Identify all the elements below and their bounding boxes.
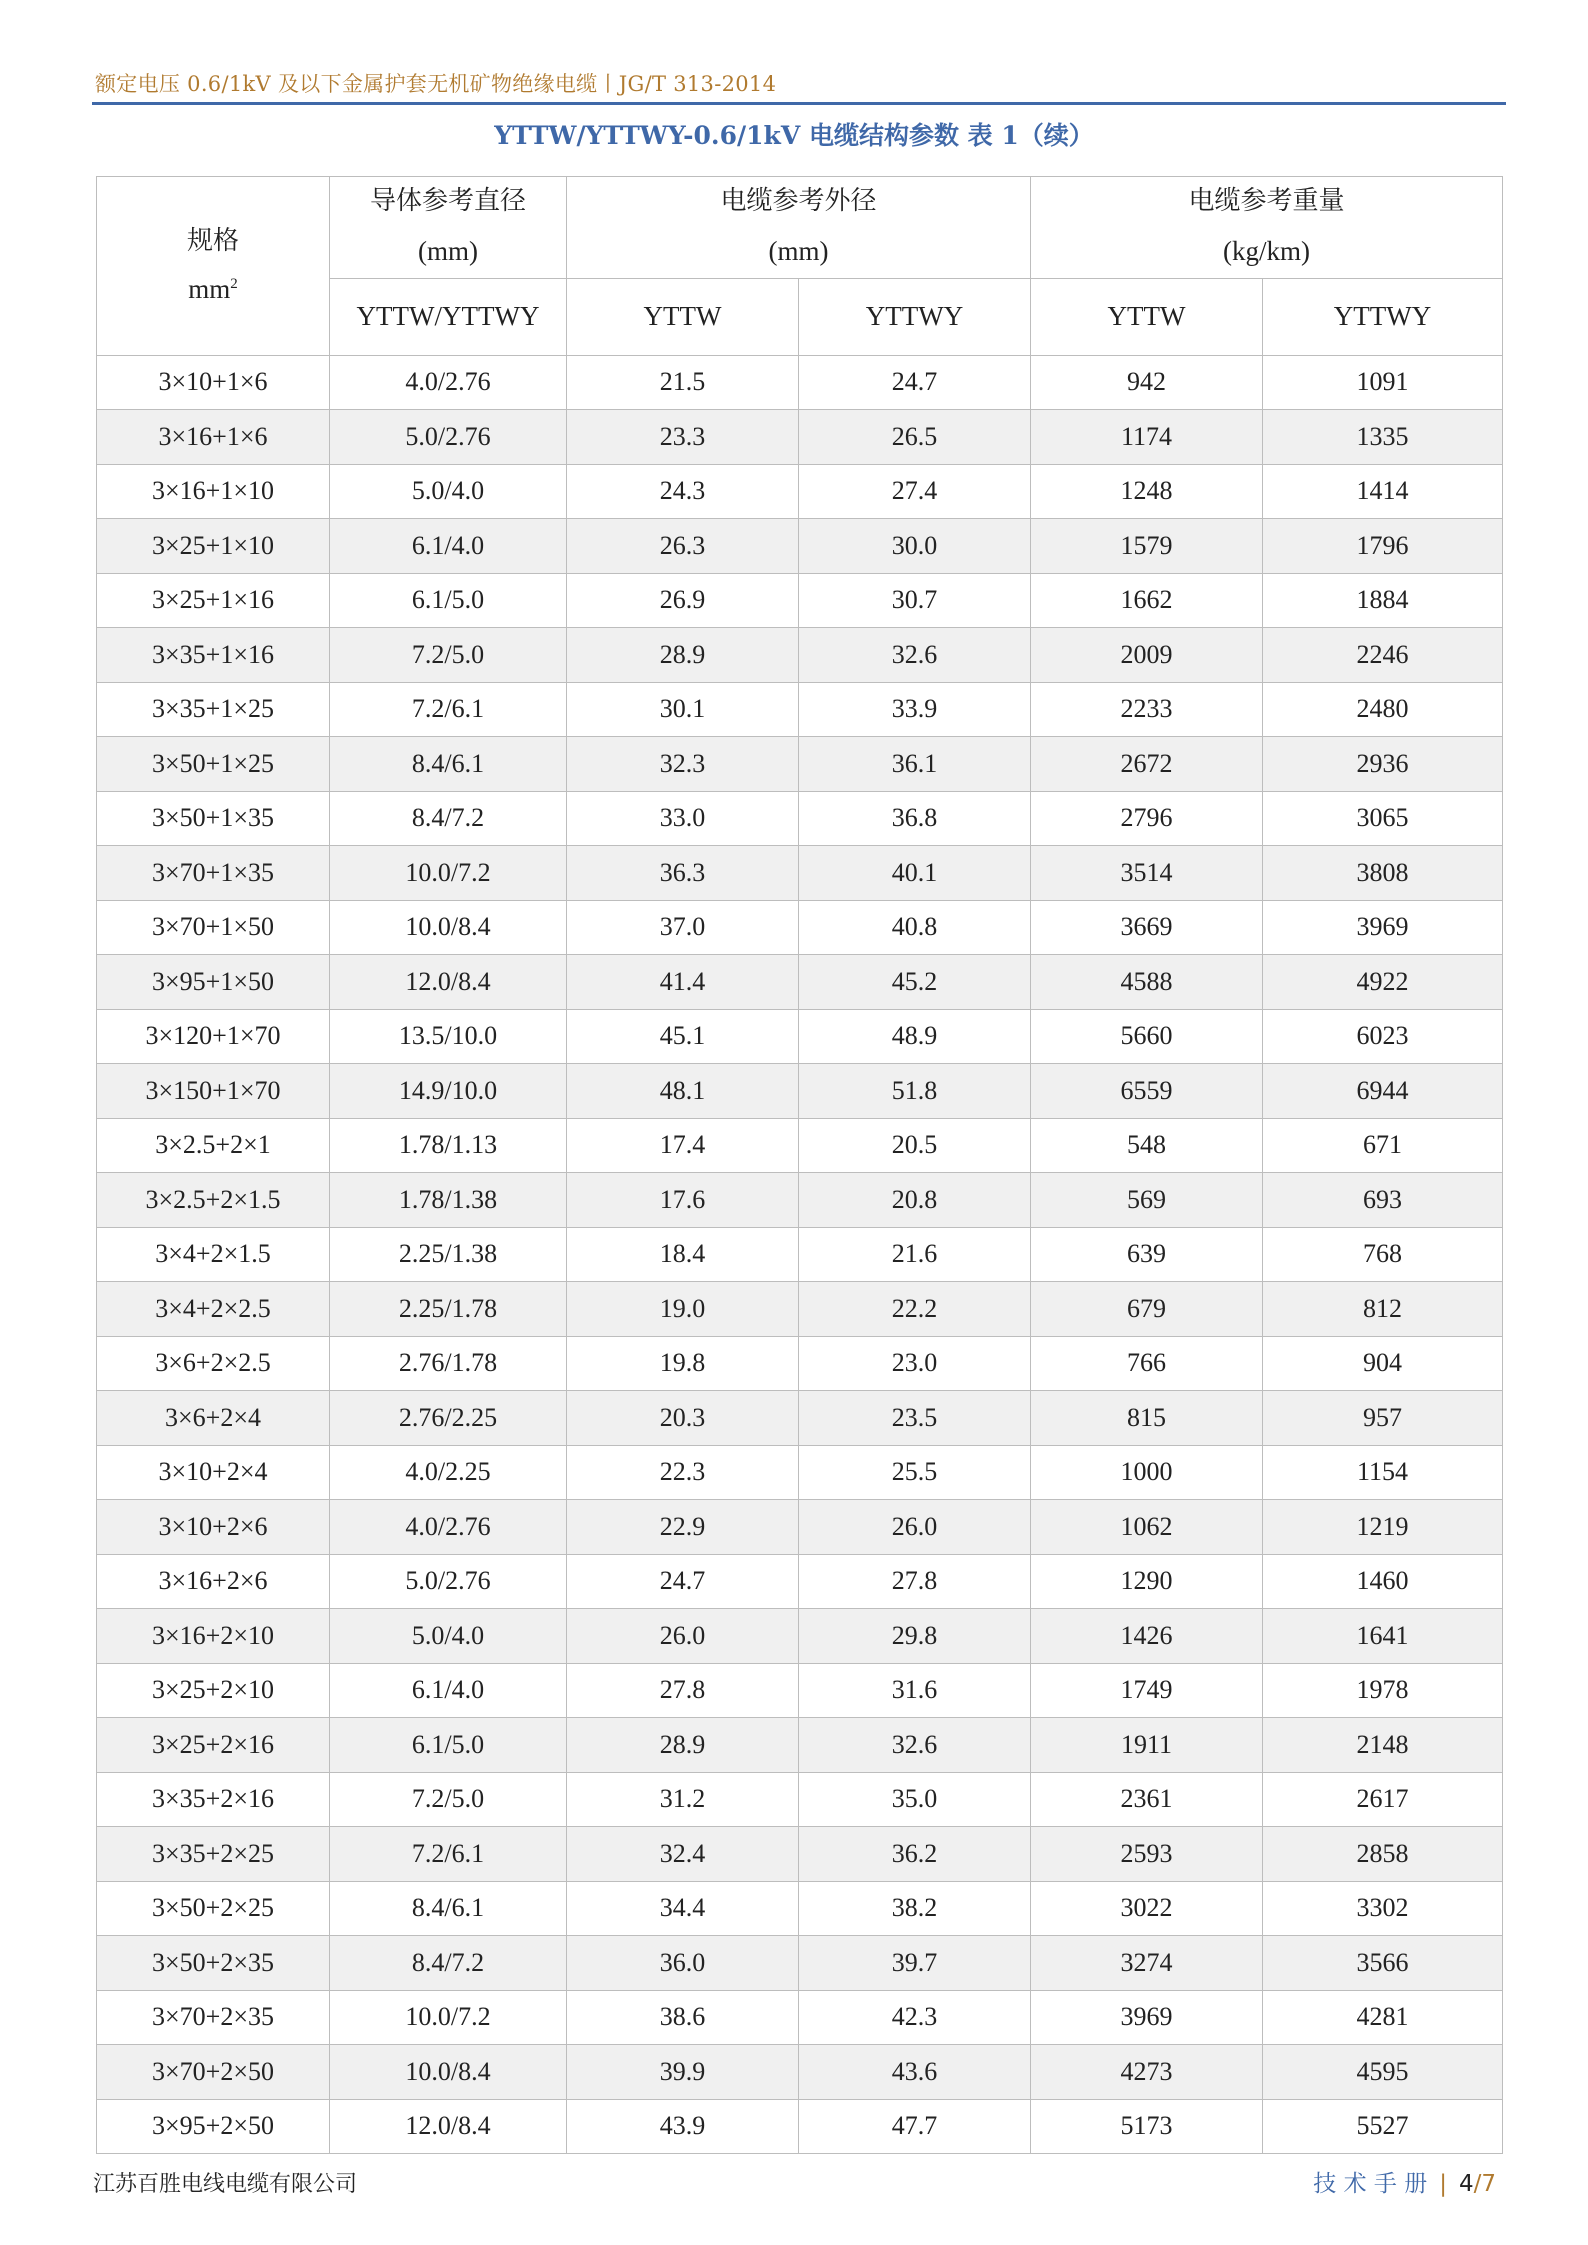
cell-weight-yttw: 4273 [1031,2045,1263,2100]
cell-outer-yttw: 32.4 [567,1827,799,1882]
cell-outer-yttw: 32.3 [567,737,799,792]
table-row [97,1772,1503,1827]
cell-weight-yttwy: 2148 [1263,1718,1503,1773]
cell-outer-yttwy: 26.0 [799,1500,1031,1555]
cell-conductor-dia: 10.0/8.4 [330,2045,567,2100]
cell-outer-yttwy: 40.1 [799,846,1031,901]
cell-outer-yttwy: 29.8 [799,1609,1031,1664]
cell-outer-yttwy: 27.4 [799,464,1031,519]
table-row [97,737,1503,792]
cell-outer-yttwy: 31.6 [799,1663,1031,1718]
cell-spec: 3×25+1×16 [97,573,330,628]
cell-outer-yttwy: 45.2 [799,955,1031,1010]
cell-outer-yttw: 30.1 [567,682,799,737]
cell-outer-yttwy: 36.8 [799,791,1031,846]
cell-weight-yttwy: 1154 [1263,1445,1503,1500]
cell-outer-yttwy: 40.8 [799,900,1031,955]
cell-spec: 3×35+1×25 [97,682,330,737]
cell-weight-yttwy: 1414 [1263,464,1503,519]
cell-weight-yttw: 766 [1031,1336,1263,1391]
header-rule [92,102,1506,105]
cell-weight-yttwy: 2480 [1263,682,1503,737]
col-header-spec-unit: $mm^2$ [188,273,238,304]
cell-outer-yttw: 26.0 [567,1609,799,1664]
cell-conductor-dia: 5.0/2.76 [330,1554,567,1609]
table-row [97,1445,1503,1500]
cell-weight-yttwy: 3808 [1263,846,1503,901]
page-title: YTTW/YTTWY-0.6/1kV 电缆结构参数 表 1（续） [494,121,1094,150]
cell-outer-yttw: 23.3 [567,410,799,465]
table-row [97,355,1503,410]
table-row [97,1009,1503,1064]
cell-conductor-dia: 2.76/2.25 [330,1391,567,1446]
cell-outer-yttwy: 23.5 [799,1391,1031,1446]
col-header-spec [97,177,330,356]
table-row [97,1173,1503,1228]
cell-conductor-dia: 4.0/2.76 [330,1500,567,1555]
cell-conductor-dia: 7.2/5.0 [330,628,567,683]
table-row [97,1064,1503,1119]
cell-outer-yttw: 31.2 [567,1772,799,1827]
cell-weight-yttwy: 3302 [1263,1881,1503,1936]
cell-spec: 3×16+2×10 [97,1609,330,1664]
cell-conductor-dia: 12.0/8.4 [330,2099,567,2154]
cell-outer-yttwy: 33.9 [799,682,1031,737]
table-row [97,682,1503,737]
cell-weight-yttwy: 957 [1263,1391,1503,1446]
table-row [97,1500,1503,1555]
cell-weight-yttw: 2361 [1031,1772,1263,1827]
cell-conductor-dia: 5.0/4.0 [330,464,567,519]
cell-conductor-dia: 6.1/4.0 [330,1663,567,1718]
cell-spec: 3×16+2×6 [97,1554,330,1609]
cell-spec: 3×50+2×25 [97,1881,330,1936]
cell-conductor-dia: 1.78/1.13 [330,1118,567,1173]
cell-weight-yttw: 1911 [1031,1718,1263,1773]
cell-outer-yttw: 39.9 [567,2045,799,2100]
cell-outer-yttwy: 22.2 [799,1282,1031,1337]
cell-spec: 3×16+1×6 [97,410,330,465]
cell-weight-yttw: 815 [1031,1391,1263,1446]
cell-outer-yttw: 34.4 [567,1881,799,1936]
cell-spec: 3×10+2×4 [97,1445,330,1500]
cell-weight-yttw: 1749 [1031,1663,1263,1718]
cell-weight-yttwy: 4922 [1263,955,1503,1010]
cell-outer-yttw: 17.6 [567,1173,799,1228]
cell-outer-yttwy: 27.8 [799,1554,1031,1609]
cell-weight-yttw: 1062 [1031,1500,1263,1555]
footer-separator: | [1439,2171,1447,2197]
cell-conductor-dia: 10.0/8.4 [330,900,567,955]
cell-spec: 3×25+1×10 [97,519,330,574]
cell-weight-yttw: 1290 [1031,1554,1263,1609]
cell-conductor-dia: 6.1/4.0 [330,519,567,574]
cell-outer-yttwy: 24.7 [799,355,1031,410]
cell-outer-yttw: 19.0 [567,1282,799,1337]
cell-outer-yttw: 21.5 [567,355,799,410]
cell-outer-yttw: 24.3 [567,464,799,519]
cell-spec: 3×6+2×4 [97,1391,330,1446]
cell-weight-yttwy: 6023 [1263,1009,1503,1064]
cell-weight-yttw: 3969 [1031,1990,1263,2045]
footer-manual-label: 技 术 手 册 [1313,2171,1428,2197]
cell-outer-yttwy: 42.3 [799,1990,1031,2045]
cell-weight-yttw: 2233 [1031,682,1263,737]
table-row [97,1609,1503,1664]
cell-spec: 3×35+2×16 [97,1772,330,1827]
cell-spec: 3×6+2×2.5 [97,1336,330,1391]
cell-outer-yttw: 36.0 [567,1936,799,1991]
cell-outer-yttw: 43.9 [567,2099,799,2154]
cell-conductor-dia: 6.1/5.0 [330,1718,567,1773]
footer-total-pages: 7 [1481,2171,1496,2197]
cell-outer-yttwy: 38.2 [799,1881,1031,1936]
cell-weight-yttw: 569 [1031,1173,1263,1228]
table-row [97,1663,1503,1718]
table-row [97,1282,1503,1337]
cell-spec: 3×95+2×50 [97,2099,330,2154]
subheader-weight-yttw: YTTW [1031,278,1263,355]
cell-weight-yttw: 5660 [1031,1009,1263,1064]
cell-weight-yttw: 3669 [1031,900,1263,955]
cell-weight-yttwy: 2617 [1263,1772,1503,1827]
spec-table [96,176,1503,2154]
table-row [97,2099,1503,2154]
cell-weight-yttw: 5173 [1031,2099,1263,2154]
col-header-conductor [330,177,567,279]
table-row [97,1936,1503,1991]
cell-conductor-dia: 10.0/7.2 [330,846,567,901]
table-row [97,791,1503,846]
cell-conductor-dia: 8.4/6.1 [330,1881,567,1936]
col-header-outer [567,177,1031,279]
cell-weight-yttwy: 6944 [1263,1064,1503,1119]
subheader-outer-yttwy: YTTWY [799,278,1031,355]
footer-page-number: 4 [1458,2171,1474,2197]
cell-outer-yttwy: 20.8 [799,1173,1031,1228]
cell-outer-yttwy: 39.7 [799,1936,1031,1991]
table-row [97,1881,1503,1936]
table-row [97,2045,1503,2100]
cell-weight-yttwy: 3969 [1263,900,1503,955]
cell-weight-yttwy: 1335 [1263,410,1503,465]
cell-weight-yttw: 548 [1031,1118,1263,1173]
cell-spec: 3×70+1×50 [97,900,330,955]
table-row [97,464,1503,519]
cell-spec: 3×150+1×70 [97,1064,330,1119]
cell-weight-yttw: 2796 [1031,791,1263,846]
cell-spec: 3×35+2×25 [97,1827,330,1882]
cell-conductor-dia: 8.4/6.1 [330,737,567,792]
cell-outer-yttwy: 26.5 [799,410,1031,465]
cell-weight-yttw: 1248 [1031,464,1263,519]
cell-spec: 3×4+2×2.5 [97,1282,330,1337]
cell-weight-yttw: 6559 [1031,1064,1263,1119]
cell-weight-yttw: 1426 [1031,1609,1263,1664]
cell-spec: 3×70+2×50 [97,2045,330,2100]
cell-outer-yttwy: 47.7 [799,2099,1031,2154]
col-header-outer-label: 电缆参考外径 [720,186,877,216]
cell-weight-yttwy: 1978 [1263,1663,1503,1718]
col-header-conductor-unit: (mm) [418,236,478,267]
cell-weight-yttwy: 812 [1263,1282,1503,1337]
cell-weight-yttw: 1579 [1031,519,1263,574]
cell-spec: 3×35+1×16 [97,628,330,683]
cell-weight-yttwy: 3566 [1263,1936,1503,1991]
cell-spec: 3×25+2×16 [97,1718,330,1773]
cell-weight-yttw: 942 [1031,355,1263,410]
cell-weight-yttw: 639 [1031,1227,1263,1282]
table-row [97,900,1503,955]
cell-weight-yttwy: 1796 [1263,519,1503,574]
cell-spec: 3×10+2×6 [97,1500,330,1555]
table-row [97,1118,1503,1173]
table-row [97,1718,1503,1773]
cell-conductor-dia: 14.9/10.0 [330,1064,567,1119]
cell-conductor-dia: 10.0/7.2 [330,1990,567,2045]
footer-company: 江苏百胜电线电缆有限公司 [93,2172,358,2197]
cell-outer-yttw: 37.0 [567,900,799,955]
cell-weight-yttw: 2672 [1031,737,1263,792]
table-row [97,1554,1503,1609]
spec-table-wrapper [96,176,1502,2154]
cell-weight-yttwy: 693 [1263,1173,1503,1228]
cell-outer-yttw: 20.3 [567,1391,799,1446]
cell-weight-yttw: 3274 [1031,1936,1263,1991]
cell-outer-yttwy: 30.7 [799,573,1031,628]
col-header-weight-unit: (kg/km) [1223,236,1311,267]
cell-conductor-dia: 2.25/1.38 [330,1227,567,1282]
cell-weight-yttwy: 1460 [1263,1554,1503,1609]
cell-spec: 3×95+1×50 [97,955,330,1010]
subheader-weight-yttwy: YTTWY [1263,278,1503,355]
cell-weight-yttw: 3022 [1031,1881,1263,1936]
col-header-spec-label: 规格 [186,226,239,257]
cell-outer-yttwy: 25.5 [799,1445,1031,1500]
cell-outer-yttw: 18.4 [567,1227,799,1282]
cell-outer-yttw: 38.6 [567,1990,799,2045]
footer-page-sep: / [1473,2171,1482,2197]
cell-weight-yttwy: 671 [1263,1118,1503,1173]
cell-weight-yttw: 679 [1031,1282,1263,1337]
cell-outer-yttwy: 51.8 [799,1064,1031,1119]
cell-conductor-dia: 13.5/10.0 [330,1009,567,1064]
cell-conductor-dia: 7.2/6.1 [330,682,567,737]
cell-spec: 3×16+1×10 [97,464,330,519]
cell-weight-yttwy: 768 [1263,1227,1503,1282]
cell-weight-yttwy: 2858 [1263,1827,1503,1882]
cell-conductor-dia: 6.1/5.0 [330,573,567,628]
table-row [97,628,1503,683]
cell-conductor-dia: 5.0/4.0 [330,1609,567,1664]
cell-outer-yttw: 41.4 [567,955,799,1010]
table-row [97,410,1503,465]
cell-spec: 3×50+1×35 [97,791,330,846]
cell-outer-yttw: 45.1 [567,1009,799,1064]
cell-weight-yttw: 2593 [1031,1827,1263,1882]
cell-outer-yttwy: 30.0 [799,519,1031,574]
table-row [97,1990,1503,2045]
cell-weight-yttwy: 2936 [1263,737,1503,792]
cell-weight-yttw: 1174 [1031,410,1263,465]
cell-outer-yttw: 26.9 [567,573,799,628]
cell-weight-yttwy: 5527 [1263,2099,1503,2154]
cell-weight-yttwy: 1219 [1263,1500,1503,1555]
cell-weight-yttwy: 1091 [1263,355,1503,410]
cell-conductor-dia: 8.4/7.2 [330,791,567,846]
cell-conductor-dia: 2.25/1.78 [330,1282,567,1337]
cell-spec: 3×70+1×35 [97,846,330,901]
cell-spec: 3×25+2×10 [97,1663,330,1718]
cell-outer-yttw: 24.7 [567,1554,799,1609]
cell-conductor-dia: 1.78/1.38 [330,1173,567,1228]
cell-spec: 3×2.5+2×1 [97,1118,330,1173]
table-row [97,573,1503,628]
cell-outer-yttwy: 23.0 [799,1336,1031,1391]
cell-weight-yttw: 4588 [1031,955,1263,1010]
cell-weight-yttwy: 3065 [1263,791,1503,846]
cell-spec: 3×50+2×35 [97,1936,330,1991]
cell-outer-yttwy: 32.6 [799,1718,1031,1773]
col-header-conductor-label: 导体参考直径 [369,186,526,216]
cell-outer-yttw: 27.8 [567,1663,799,1718]
table-row [97,519,1503,574]
cell-weight-yttwy: 2246 [1263,628,1503,683]
table-row [97,955,1503,1010]
cell-weight-yttwy: 904 [1263,1336,1503,1391]
table-row [97,1336,1503,1391]
cell-weight-yttwy: 1641 [1263,1609,1503,1664]
footer-page-info [1313,2165,1496,2198]
cell-spec: 3×120+1×70 [97,1009,330,1064]
cell-spec: 3×2.5+2×1.5 [97,1173,330,1228]
table-row [97,846,1503,901]
cell-weight-yttwy: 4595 [1263,2045,1503,2100]
cell-outer-yttw: 19.8 [567,1336,799,1391]
cell-weight-yttw: 1662 [1031,573,1263,628]
header-standard: 额定电压 0.6/1kV 及以下金属护套无机矿物绝缘电缆丨JG/T 313-2014 [95,72,777,96]
cell-outer-yttwy: 48.9 [799,1009,1031,1064]
cell-outer-yttwy: 43.6 [799,2045,1031,2100]
col-header-weight [1031,177,1503,279]
col-header-outer-unit: (mm) [768,236,829,267]
subheader-conductor: YTTW/YTTWY [330,278,567,355]
cell-conductor-dia: 2.76/1.78 [330,1336,567,1391]
cell-conductor-dia: 8.4/7.2 [330,1936,567,1991]
cell-outer-yttwy: 36.1 [799,737,1031,792]
cell-spec: 3×4+2×1.5 [97,1227,330,1282]
cell-spec: 3×50+1×25 [97,737,330,792]
cell-outer-yttwy: 36.2 [799,1827,1031,1882]
cell-outer-yttwy: 21.6 [799,1227,1031,1282]
cell-conductor-dia: 4.0/2.25 [330,1445,567,1500]
cell-outer-yttw: 36.3 [567,846,799,901]
table-row [97,1827,1503,1882]
cell-outer-yttw: 48.1 [567,1064,799,1119]
cell-conductor-dia: 7.2/6.1 [330,1827,567,1882]
cell-outer-yttw: 26.3 [567,519,799,574]
cell-conductor-dia: 4.0/2.76 [330,355,567,410]
cell-weight-yttw: 2009 [1031,628,1263,683]
cell-outer-yttwy: 35.0 [799,1772,1031,1827]
col-header-weight-label: 电缆参考重量 [1188,186,1345,216]
table-row [97,1391,1503,1446]
cell-outer-yttw: 28.9 [567,1718,799,1773]
subheader-outer-yttw: YTTW [567,278,799,355]
cell-weight-yttwy: 4281 [1263,1990,1503,2045]
cell-outer-yttw: 28.9 [567,628,799,683]
cell-weight-yttw: 3514 [1031,846,1263,901]
cell-outer-yttw: 17.4 [567,1118,799,1173]
cell-conductor-dia: 12.0/8.4 [330,955,567,1010]
cell-outer-yttw: 22.3 [567,1445,799,1500]
cell-weight-yttwy: 1884 [1263,573,1503,628]
cell-spec: 3×10+1×6 [97,355,330,410]
cell-outer-yttwy: 32.6 [799,628,1031,683]
table-body [97,355,1503,2154]
cell-conductor-dia: 5.0/2.76 [330,410,567,465]
cell-spec: 3×70+2×35 [97,1990,330,2045]
table-row [97,1227,1503,1282]
cell-outer-yttw: 22.9 [567,1500,799,1555]
cell-conductor-dia: 7.2/5.0 [330,1772,567,1827]
cell-outer-yttwy: 20.5 [799,1118,1031,1173]
cell-outer-yttw: 33.0 [567,791,799,846]
cell-weight-yttw: 1000 [1031,1445,1263,1500]
